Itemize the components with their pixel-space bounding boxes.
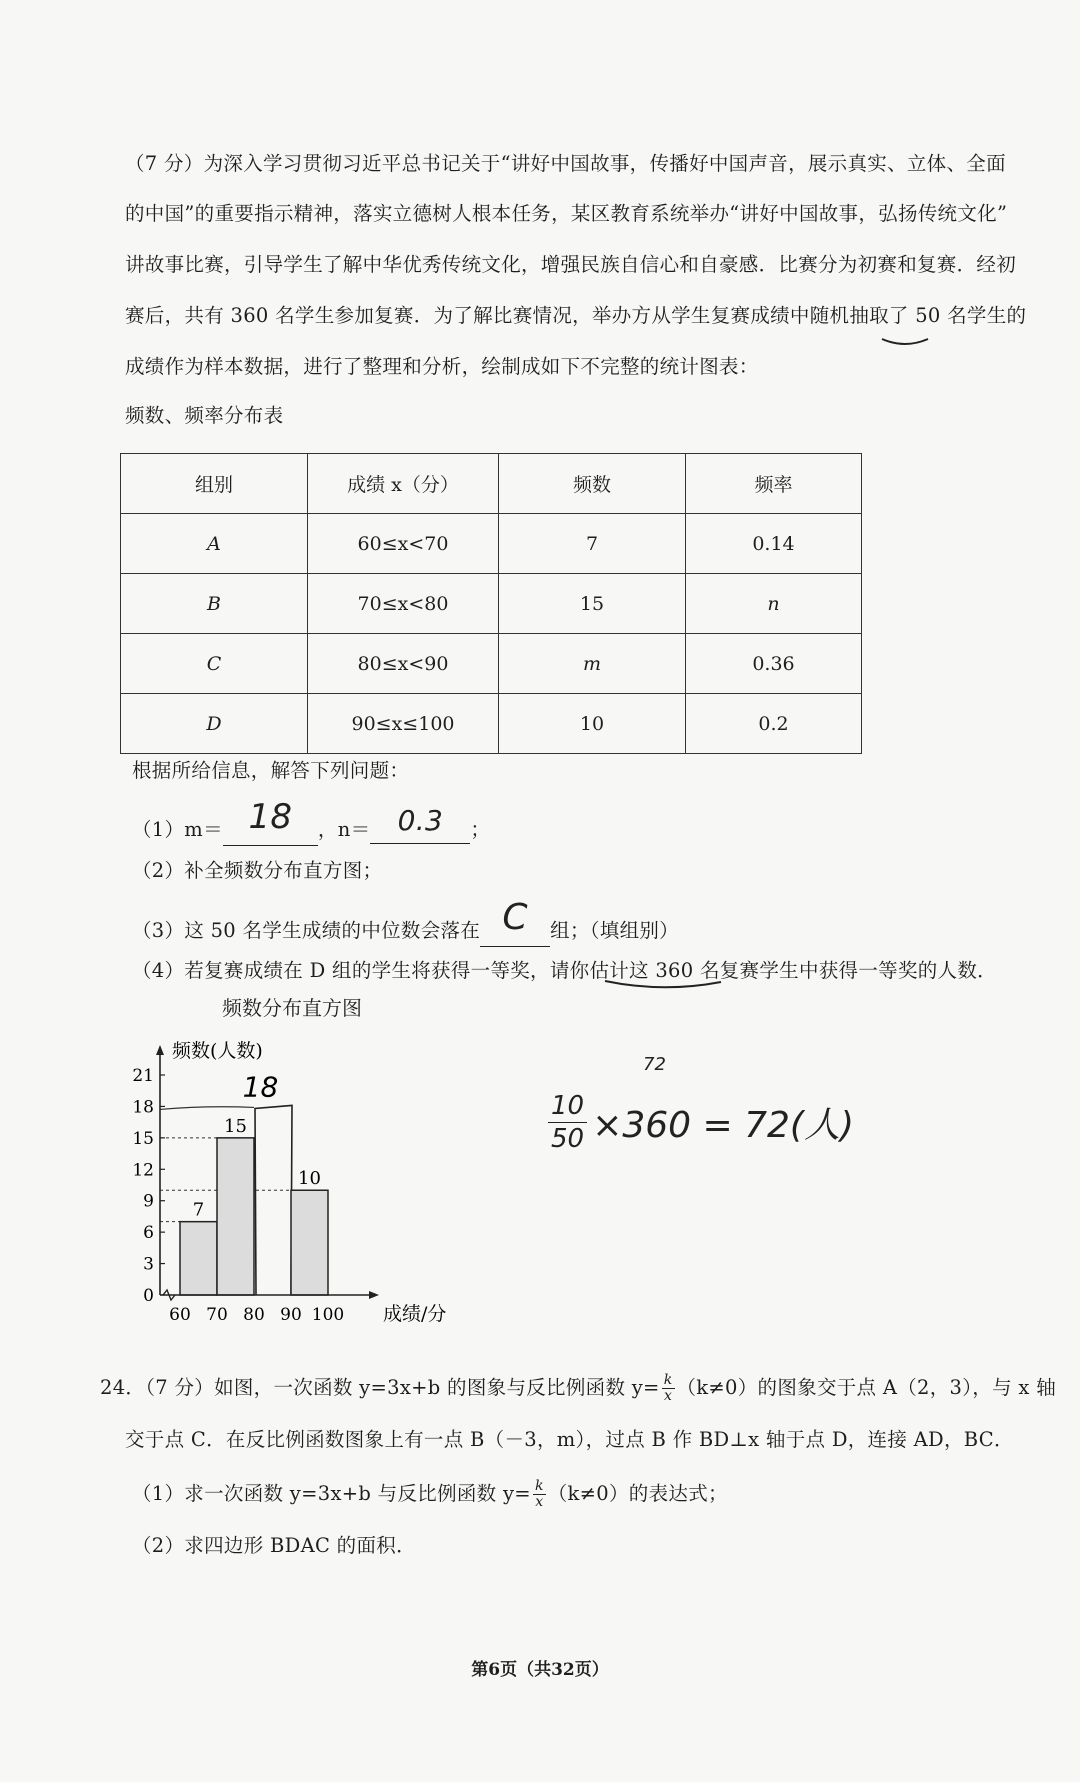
- fraction-denominator: x: [535, 1494, 544, 1510]
- table-cell: C: [121, 634, 308, 694]
- table-row: [121, 694, 862, 754]
- calc-numerator: 10: [548, 1090, 587, 1123]
- calc-expression: ×360 = 72(人): [592, 1105, 855, 1146]
- q3-suffix: 组；（填组别）: [550, 919, 679, 942]
- x-axis-label: 成绩/分: [383, 1303, 447, 1325]
- p23-line-4: 赛后，共有 360 名学生参加复赛．为了解比赛情况，举办方从学生复赛成绩中随机抽取了 50 名学生的: [125, 304, 1027, 327]
- answer-m-blank: [223, 797, 318, 846]
- p24-line-1: [100, 1372, 1056, 1404]
- x-axis-arrow: [369, 1291, 379, 1299]
- table-row: [121, 634, 862, 694]
- table-header-row: [121, 454, 862, 514]
- header-cell: 频数: [499, 454, 686, 514]
- answer-m: 18: [248, 797, 293, 837]
- p24-question-1: [132, 1478, 728, 1510]
- table-cell: 10: [499, 694, 686, 754]
- header-cell: 组别: [121, 454, 308, 514]
- table-cell: 0.36: [686, 634, 862, 694]
- answer-c-blank: [480, 897, 550, 947]
- table-cell: 0.2: [686, 694, 862, 754]
- table-cell: 80≤x<90: [308, 634, 499, 694]
- p24-question-2: （2）求四边形 BDAC 的面积．: [132, 1534, 416, 1557]
- p23-line-3: 讲故事比赛，引导学生了解中华优秀传统文化，增强民族自信心和自豪感．比赛分为初赛和复赛．经初: [125, 253, 1017, 276]
- header-cell: 成绩 x（分）: [308, 454, 499, 514]
- p24-q1-b: （k≠0）的表达式；: [547, 1482, 728, 1505]
- y-tick-label: 0: [143, 1286, 154, 1306]
- handwritten-underline-50: [880, 335, 930, 349]
- fraction-denominator: x: [664, 1388, 673, 1404]
- table-cell: B: [121, 574, 308, 634]
- table-row: [121, 574, 862, 634]
- y-tick-label: 21: [132, 1066, 154, 1086]
- question-2: （2）补全频数分布直方图；: [132, 859, 383, 882]
- p23-line-5: 成绩作为样本数据，进行了整理和分析，绘制成如下不完整的统计图表：: [125, 355, 759, 378]
- x-tick-label: 100: [311, 1305, 345, 1325]
- p24-line-2: 交于点 C．在反比例函数图象上有一点 B（－3，m），过点 B 作 BD⊥x 轴于点 D，连接 AD，BC．: [125, 1428, 1014, 1451]
- fraction-numerator: k: [663, 1372, 673, 1388]
- x-tick-label: 80: [243, 1305, 265, 1325]
- header-cell: 频率: [686, 454, 862, 514]
- q1-mid: ，n＝: [317, 818, 371, 841]
- y-tick-label: 9: [143, 1191, 154, 1212]
- p23-line-2: 的中国”的重要指示精神，落实立德树人根本任务，某区教育系统举办“讲好中国故事，弘扬传统文化”: [125, 202, 1008, 225]
- p23-line-1: （7 分）为深入学习贯彻习近平总书记关于“讲好中国故事，传播好中国声音，展示真实、立体、全面: [125, 152, 1006, 175]
- table-cell: 15: [499, 574, 686, 634]
- y-tick-label: 18: [132, 1097, 154, 1118]
- table-cell: 70≤x<80: [308, 574, 499, 634]
- table-cell: n: [686, 574, 862, 634]
- k-over-x-fraction: [533, 1479, 546, 1510]
- page-footer: 第6页（共32页）: [471, 1660, 609, 1680]
- question-3: [132, 897, 679, 947]
- bar-value-label: 10: [298, 1168, 321, 1190]
- table-row: [121, 514, 862, 574]
- handwritten-bar-label: 18: [242, 1070, 279, 1104]
- calc-denominator: 50: [551, 1124, 585, 1154]
- question-1: [132, 797, 491, 846]
- x-tick-label: 90: [280, 1305, 302, 1325]
- table-cell: 90≤x≤100: [308, 694, 499, 754]
- table-cell: 7: [499, 514, 686, 574]
- handwritten-calculation: [548, 1054, 855, 1155]
- p24-q1-a: （1）求一次函数 y=3x+b 与反比例函数 y=: [132, 1482, 531, 1505]
- table-cell: m: [499, 634, 686, 694]
- table-cell: A: [121, 514, 308, 574]
- y-axis-label: 频数(人数): [172, 1040, 263, 1062]
- x-tick-label: 70: [206, 1305, 228, 1325]
- q3-prefix: （3）这 50 名学生成绩的中位数会落在: [132, 919, 481, 942]
- handwritten-note: 72: [643, 1054, 666, 1075]
- answer-n-blank: [370, 804, 470, 844]
- questions-intro: 根据所给信息，解答下列问题：: [132, 759, 410, 782]
- fraction-numerator: k: [534, 1478, 544, 1494]
- p24-line1-b: （k≠0）的图象交于点 A（2，3），与 x 轴: [676, 1376, 1056, 1399]
- q1-suffix: ；: [470, 818, 491, 841]
- answer-c: C: [502, 897, 528, 938]
- chart-title: 频数分布直方图: [222, 996, 362, 1020]
- x-tick-labels: [169, 1305, 344, 1325]
- question-4: （4）若复赛成绩在 D 组的学生将获得一等奖，请你估计这 360 名复赛学生中获得一等奖的人数．: [132, 959, 997, 982]
- p24-line1-a: 24．（7 分）如图，一次函数 y=3x+b 的图象与反比例函数 y=: [100, 1376, 660, 1399]
- handwritten-bar: [255, 1105, 292, 1295]
- histogram-bar: [217, 1138, 254, 1295]
- table-cell: 0.14: [686, 514, 862, 574]
- y-tick-label: 3: [143, 1254, 154, 1275]
- bar-value-label: 7: [192, 1199, 205, 1221]
- handwritten-guide-line: [160, 1107, 254, 1110]
- y-tick-label: 12: [132, 1160, 154, 1181]
- bar-value-label: 15: [224, 1115, 247, 1137]
- x-tick-label: 60: [169, 1305, 191, 1325]
- y-tick-label: 6: [143, 1223, 154, 1244]
- table-cell: 60≤x<70: [308, 514, 499, 574]
- y-tick-label: 15: [132, 1128, 154, 1149]
- q1-prefix: （1）m＝: [132, 818, 223, 841]
- y-axis-arrow: [156, 1045, 164, 1055]
- k-over-x-fraction: [662, 1373, 675, 1404]
- handwritten-underline-360: [603, 977, 723, 991]
- table-cell: D: [121, 694, 308, 754]
- histogram-bar: [180, 1222, 217, 1295]
- frequency-histogram: [115, 1035, 495, 1335]
- answer-n: 0.3: [397, 804, 444, 837]
- histogram-bar: [291, 1190, 328, 1295]
- frequency-table: [120, 453, 862, 754]
- table-title: 频数、频率分布表: [125, 404, 284, 427]
